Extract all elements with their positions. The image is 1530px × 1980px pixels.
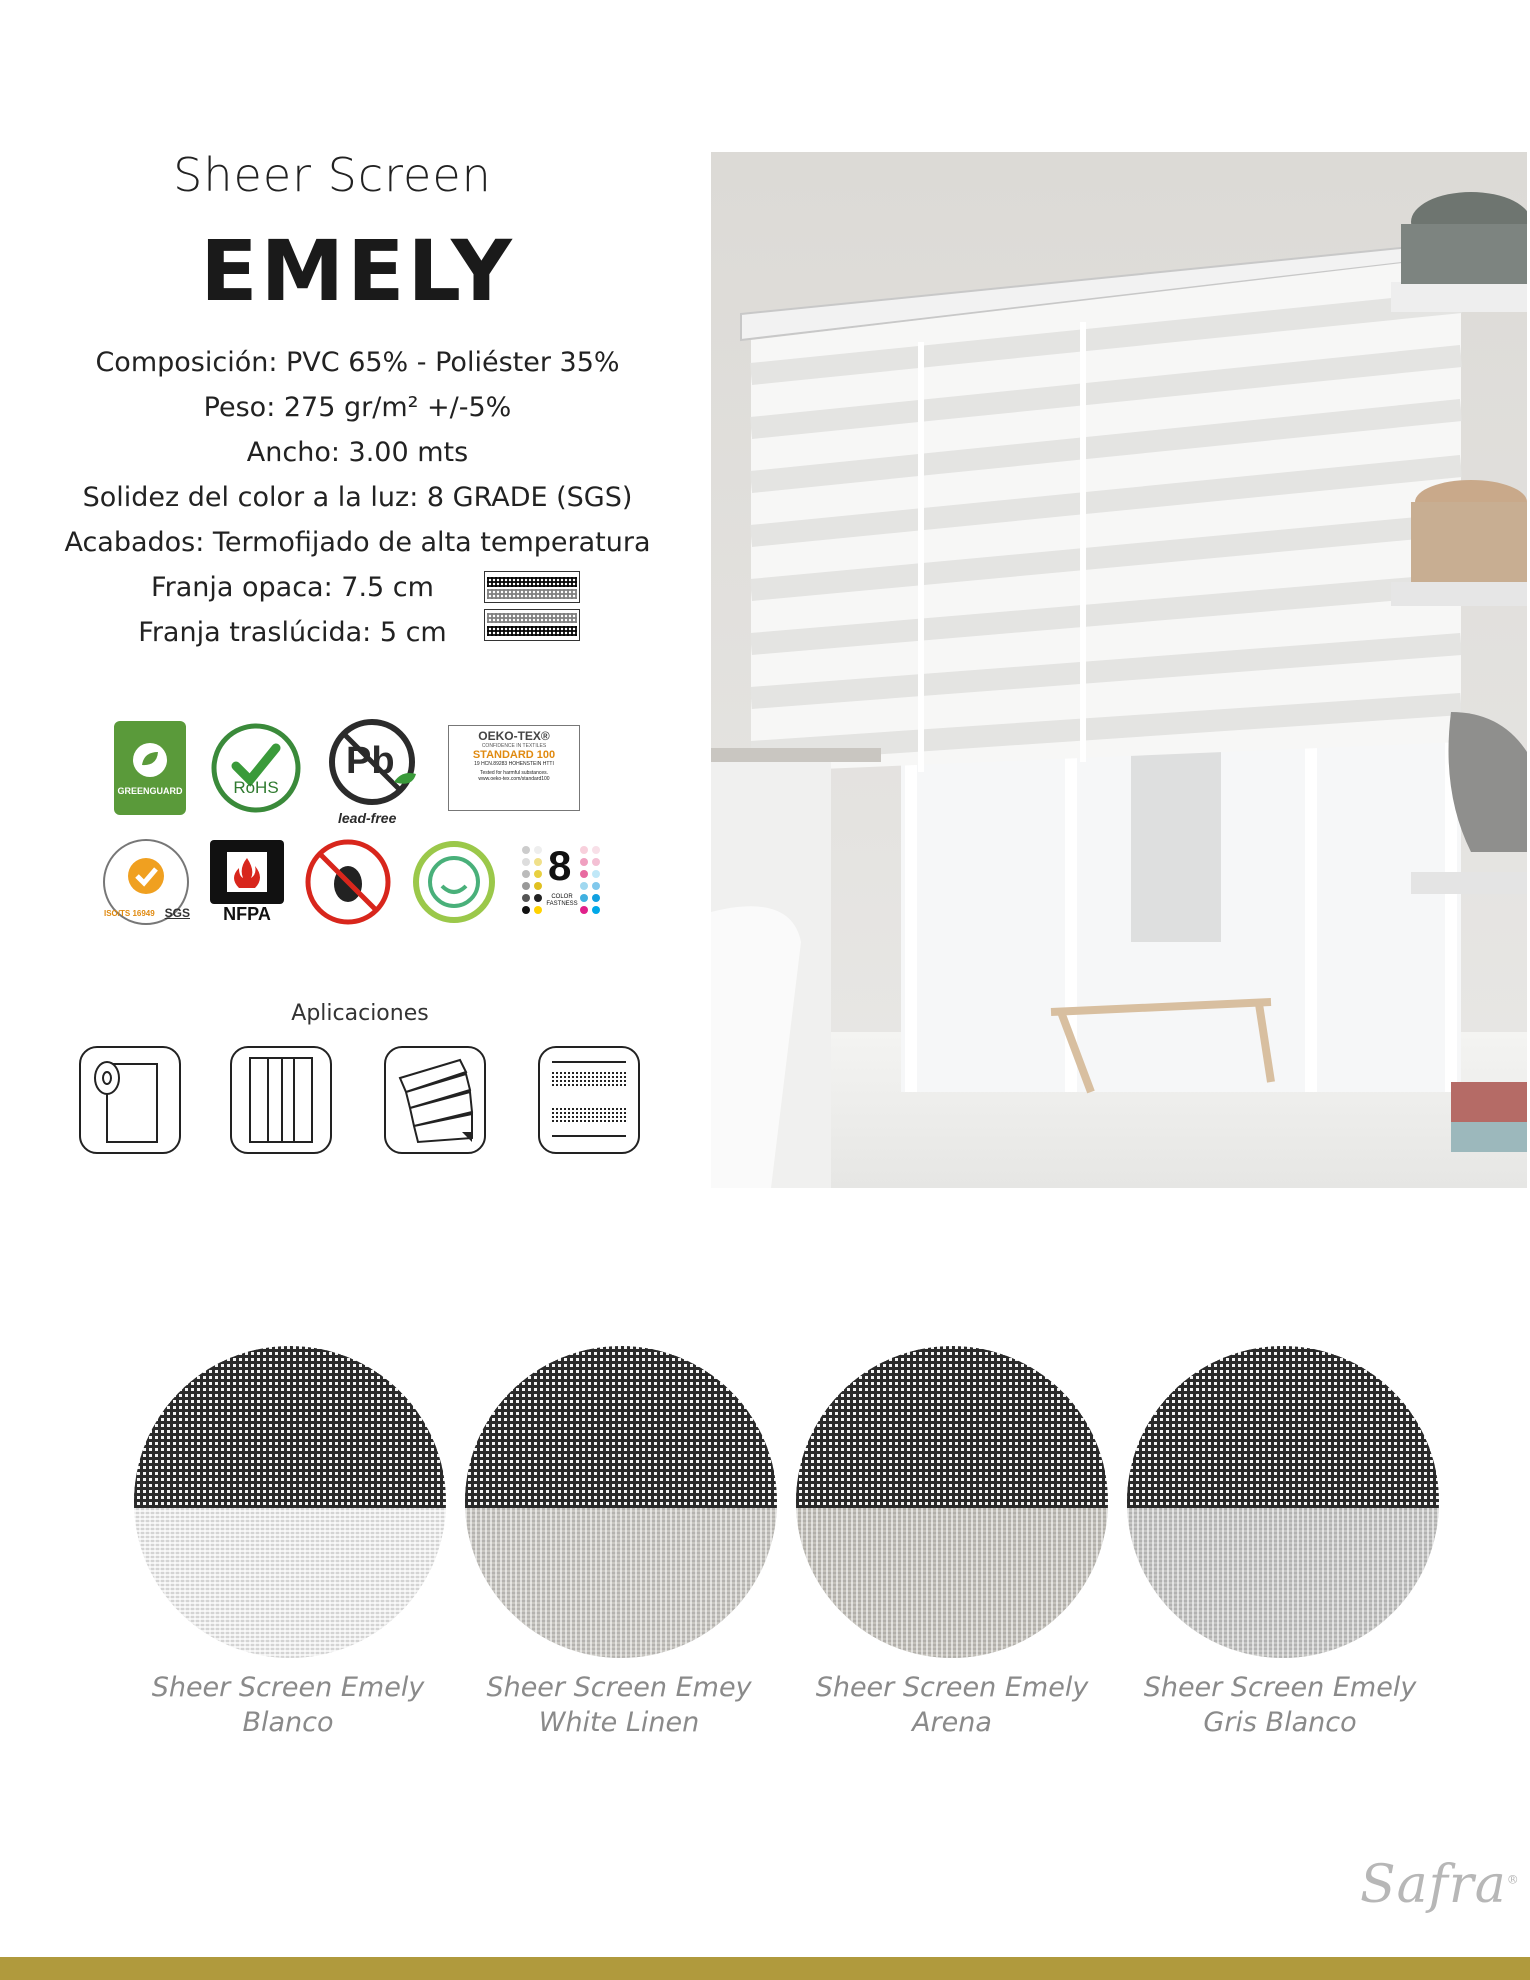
flame-icon xyxy=(210,840,284,904)
oekotex-label: OEKO-TEX® CONFIDENCE IN TEXTILES STANDARD 100 19 HCN.89283 HOHENSTEIN HTTI Tested for harmful substances. www.oeko-tex.com/standard100 xyxy=(448,725,580,811)
spec-color-fastness: Solidez del color a la luz: 8 GRADE (SGS) xyxy=(82,482,633,513)
lead-free-icon: Pb lead-free xyxy=(324,718,424,818)
panel-track-icon xyxy=(230,1046,332,1154)
footer-bar xyxy=(0,1957,1530,1980)
spec-weight: Peso: 275 gr/m² +/-5% xyxy=(203,392,512,423)
certifications-row-2 xyxy=(100,836,604,928)
spec-list xyxy=(0,340,715,655)
translucent-stripe-icon xyxy=(484,609,580,641)
color-fastness-icon: 8 COLOR FASTNESS xyxy=(518,836,604,928)
swatch-label-gris-blanco: Sheer Screen Emely Gris Blanco xyxy=(1143,1672,1417,1738)
spec-composition: Composición: PVC 65% - Poliéster 35% xyxy=(95,347,620,378)
swatch-arena-fabric xyxy=(796,1508,1108,1658)
spec-translucent-stripe: Franja traslúcida: 5 cm xyxy=(138,617,447,648)
product-photo xyxy=(711,152,1527,1188)
spec-opaque-stripe: Franja opaca: 7.5 cm xyxy=(151,572,434,603)
rohs-icon: RoHS xyxy=(210,722,302,814)
opaque-stripe-icon xyxy=(484,571,580,603)
certifications-row-1 xyxy=(114,718,580,826)
swatch-blanco xyxy=(134,1346,446,1658)
zebra-blind-icon xyxy=(538,1046,640,1154)
brand-logo: Safra® xyxy=(1360,1855,1520,1915)
product-title: EMELY xyxy=(200,222,515,320)
greenguard-icon: GREENGUARD xyxy=(114,721,186,815)
product-subtitle: Sheer Screen xyxy=(173,148,492,202)
swatch-white-linen-fabric xyxy=(465,1508,777,1658)
swatch-label-arena: Sheer Screen Emely Arena xyxy=(815,1672,1089,1738)
leaf-icon xyxy=(130,740,170,780)
roman-shade-icon xyxy=(384,1046,486,1154)
spec-width: Ancho: 3.00 mts xyxy=(246,437,469,468)
applications-label: Aplicaciones xyxy=(291,1001,429,1026)
swatch-white-linen xyxy=(465,1346,777,1658)
swatch-label-white-linen: Sheer Screen Emey White Linen xyxy=(486,1672,752,1738)
roller-blind-icon xyxy=(79,1046,181,1154)
iso-sgs-icon: ISO/TS 16949 SGS xyxy=(100,836,192,928)
nfpa-icon: NFPA xyxy=(206,836,288,928)
swatch-label-blanco: Sheer Screen Emely Blanco xyxy=(151,1672,425,1738)
swatch-blanco-fabric xyxy=(134,1508,446,1658)
swatch-arena xyxy=(796,1346,1108,1658)
eco-smile-icon xyxy=(408,836,500,928)
spec-finish: Acabados: Termofijado de alta temperatura xyxy=(64,527,651,558)
swatch-gris-blanco-fabric xyxy=(1127,1508,1439,1658)
swatch-gris-blanco xyxy=(1127,1346,1439,1658)
anti-mite-icon xyxy=(302,836,394,928)
